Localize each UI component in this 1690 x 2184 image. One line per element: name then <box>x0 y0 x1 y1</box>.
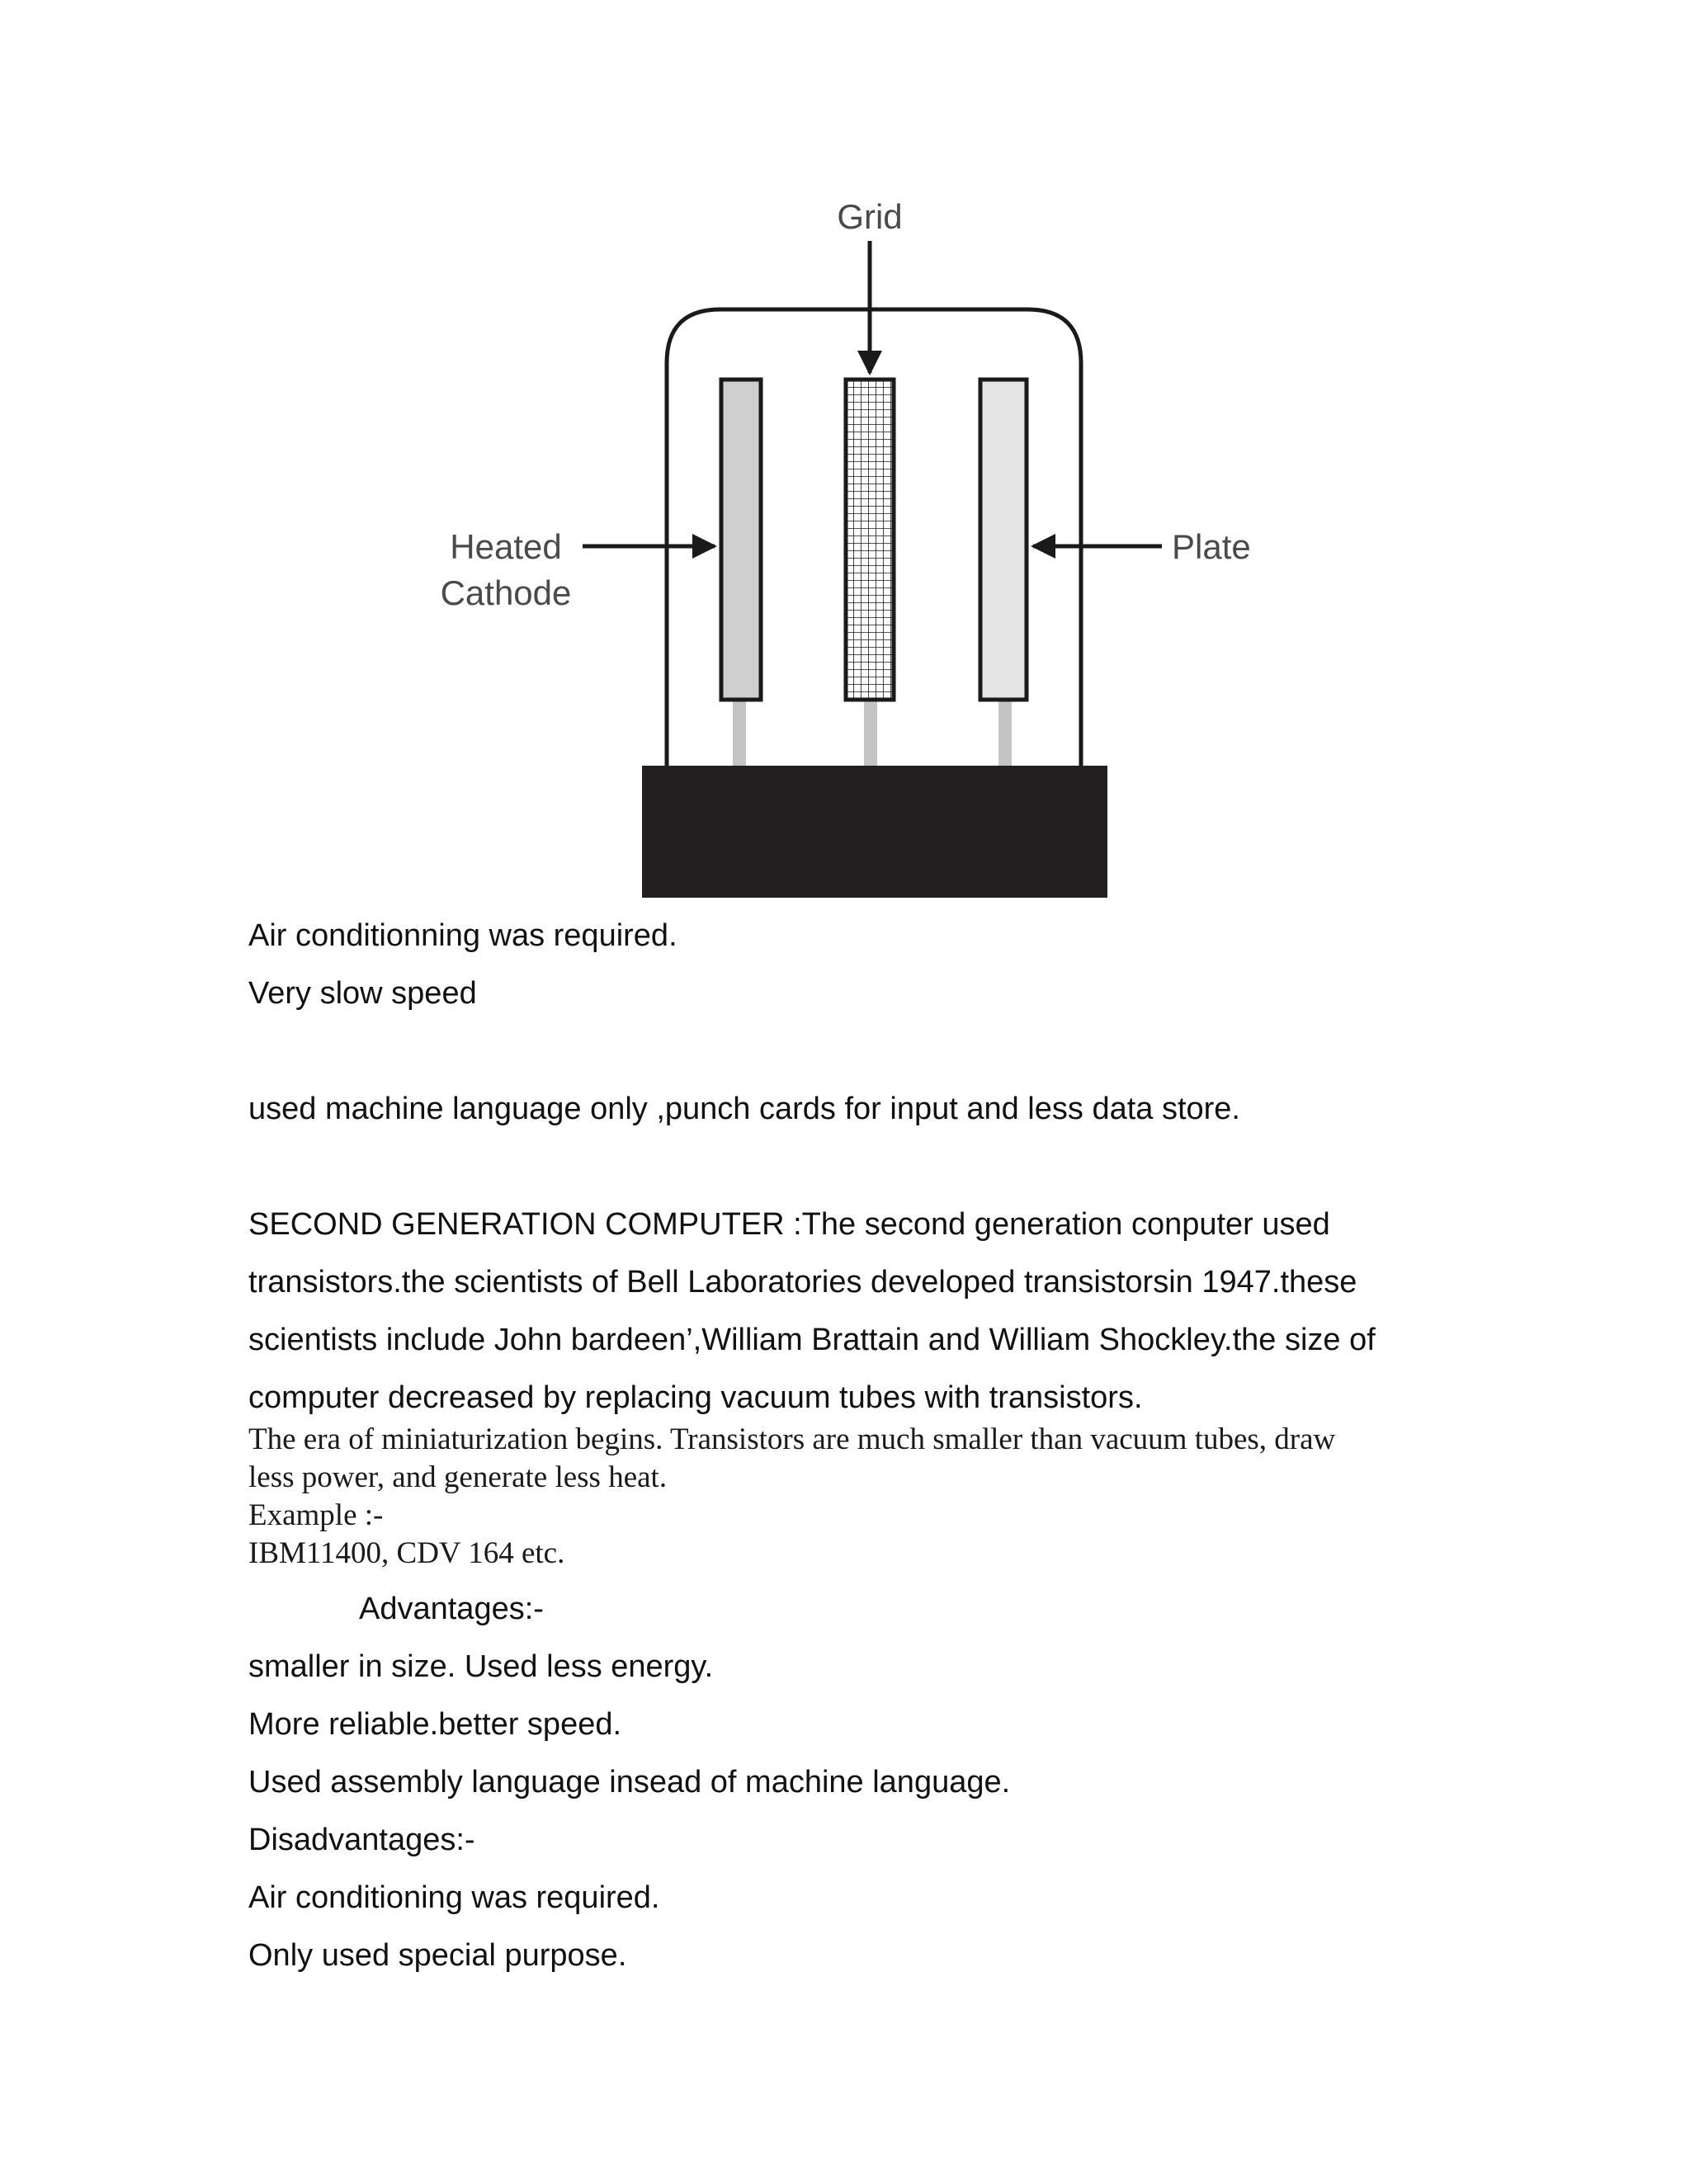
heated-label: Heated <box>450 527 562 566</box>
paragraph-second-generation-4: computer decreased by replacing vacuum tubes with transistors. <box>248 1380 1143 1415</box>
advantage-size-energy: smaller in size. Used less energy. <box>248 1649 714 1684</box>
cathode-lead <box>733 700 746 766</box>
grid-label: Grid <box>837 197 903 236</box>
advantage-reliable-speed: More reliable.better speed. <box>248 1707 622 1742</box>
text-air-conditionning: Air conditionning was required. <box>248 918 677 953</box>
grid-electrode <box>846 380 894 700</box>
disadvantage-air-conditioning: Air conditioning was required. <box>248 1880 660 1915</box>
plate-label: Plate <box>1172 527 1251 566</box>
text-machine-language: used machine language only ,punch cards for input and less data store. <box>248 1092 1240 1126</box>
tube-base <box>642 766 1107 898</box>
advantage-assembly-language: Used assembly language insead of machine language. <box>248 1765 1011 1800</box>
cathode-label: Cathode <box>440 573 572 612</box>
paragraph-second-generation-1: SECOND GENERATION COMPUTER :The second generation conputer used <box>248 1207 1330 1242</box>
paragraph-second-generation-3: scientists include John bardeen’,William Brattain and William Shockley.the size of <box>248 1323 1376 1357</box>
disadvantage-special-purpose: Only used special purpose. <box>248 1938 627 1973</box>
plate-lead <box>998 700 1012 766</box>
grid-lead <box>864 700 877 766</box>
heated-cathode-electrode <box>721 380 761 700</box>
paragraph-second-generation-2: transistors.the scientists of Bell Laboratories developed transistorsin 1947.these <box>248 1265 1357 1300</box>
heading-advantages: Advantages:- <box>359 1592 544 1626</box>
vacuum-tube-diagram <box>0 0 1690 908</box>
heading-disadvantages: Disadvantages:- <box>248 1823 475 1857</box>
serif-text-example-label: Example :- <box>248 1498 384 1532</box>
serif-text-less-power: less power, and generate less heat. <box>248 1460 668 1494</box>
serif-text-miniaturization: The era of miniaturization begins. Transistors are much smaller than vacuum tubes, draw <box>248 1422 1336 1456</box>
plate-electrode <box>980 380 1027 700</box>
serif-text-example-values: IBM11400, CDV 164 etc. <box>248 1536 565 1570</box>
text-slow-speed: Very slow speed <box>248 976 477 1011</box>
